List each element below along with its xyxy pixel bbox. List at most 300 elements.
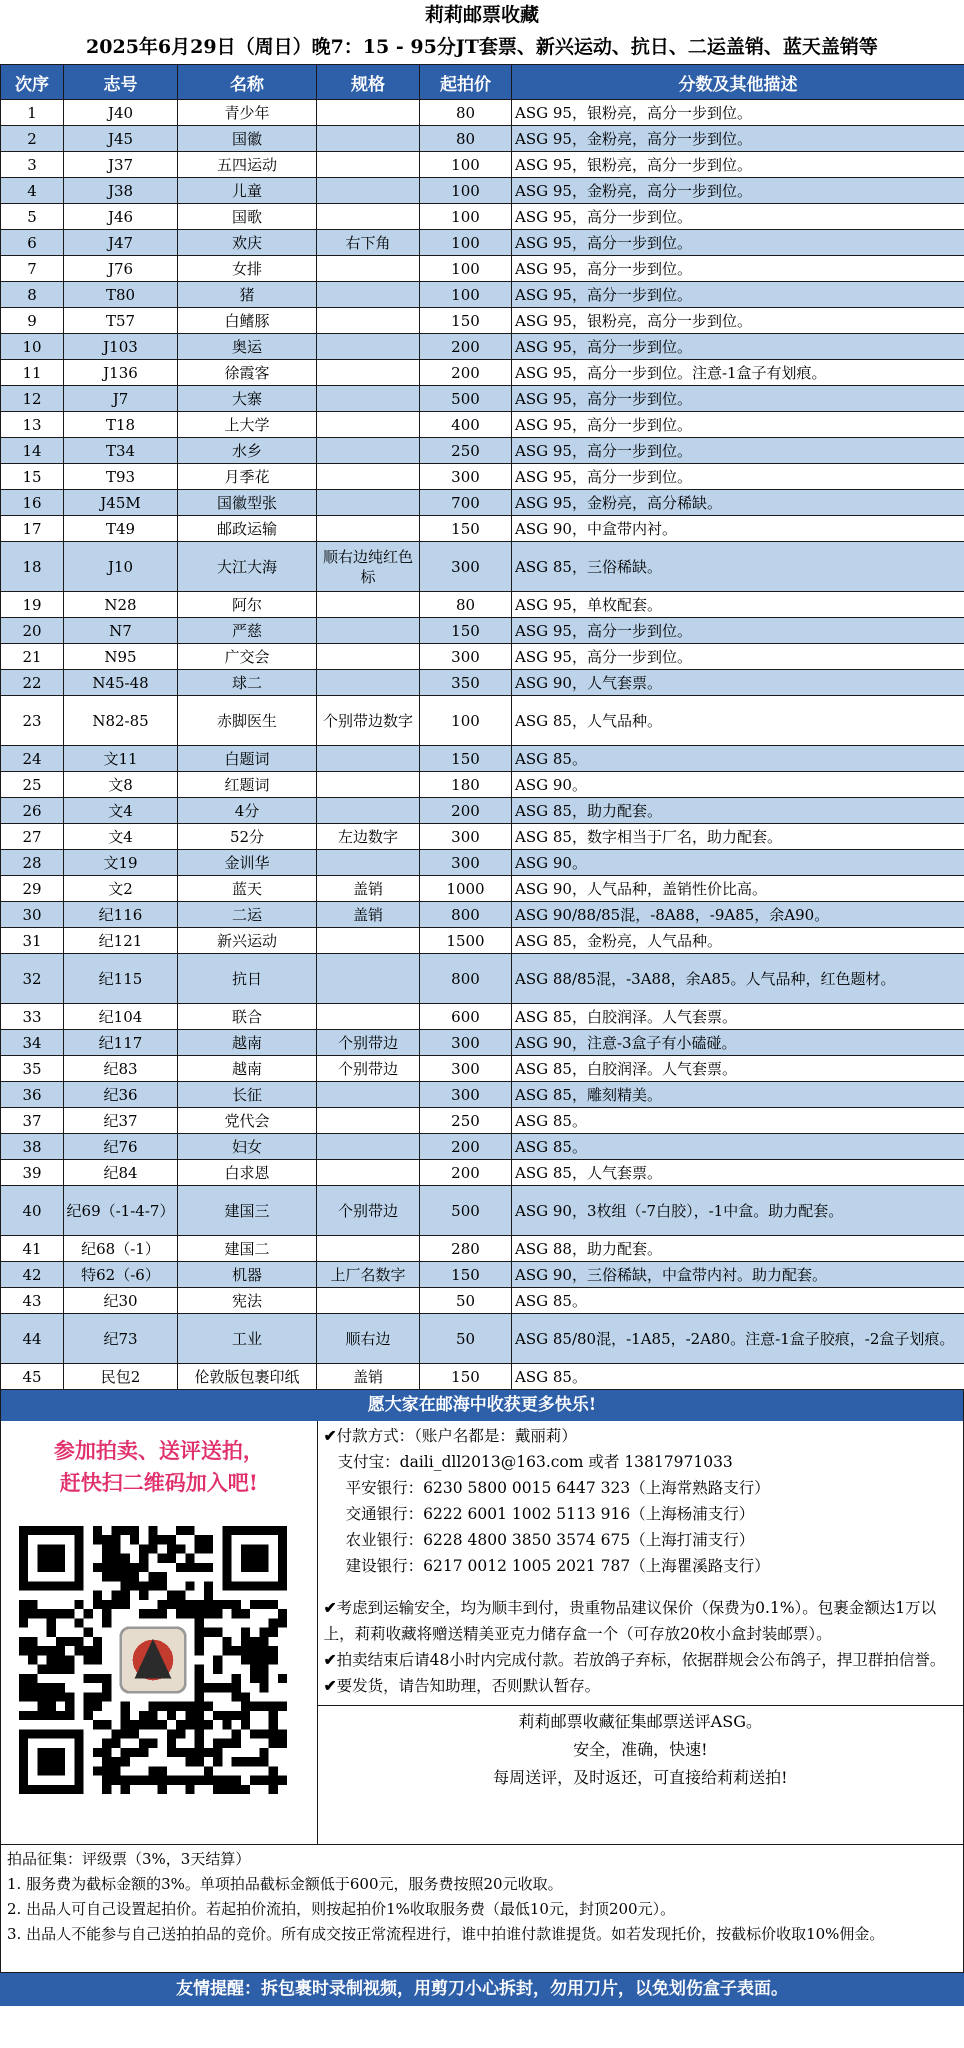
lot-spec <box>317 592 420 618</box>
lot-code: J38 <box>64 178 178 204</box>
rule-item: 1. 服务费为截标金额的3%。单项拍品截标金额低于600元，服务费按照20元收取。 <box>7 1875 563 1893</box>
lot-description: ASG 95，金粉亮，高分一步到位。 <box>512 178 964 204</box>
lot-number: 38 <box>1 1134 64 1160</box>
lot-number: 39 <box>1 1160 64 1186</box>
lot-code: J47 <box>64 230 178 256</box>
lot-name: 月季花 <box>178 464 317 490</box>
lot-spec <box>317 100 420 126</box>
bank-line: 交通银行：6222 6001 1002 5113 916（上海杨浦支行） <box>345 1505 755 1523</box>
lot-spec <box>317 490 420 516</box>
check-icon: ✔ <box>323 1676 337 1695</box>
lot-code: J136 <box>64 360 178 386</box>
lot-spec <box>317 644 420 670</box>
lot-code: 纪37 <box>64 1108 178 1134</box>
lot-number: 8 <box>1 282 64 308</box>
lot-name: 新兴运动 <box>178 928 317 954</box>
lot-number: 28 <box>1 850 64 876</box>
lot-description: ASG 85，白胶润泽。人气套票。 <box>512 1056 964 1082</box>
lot-description: ASG 85，三俗稀缺。 <box>512 542 964 592</box>
table-row <box>1 464 964 490</box>
lot-description: ASG 85，白胶润泽。人气套票。 <box>512 1004 964 1030</box>
check-icon: ✔ <box>323 1650 337 1669</box>
lot-description: ASG 95，高分一步到位。 <box>512 412 964 438</box>
lot-start-price: 180 <box>420 772 512 798</box>
promo-line: 参加拍卖、送评送拍， <box>53 1438 264 1463</box>
lot-start-price: 1500 <box>420 928 512 954</box>
lot-start-price: 200 <box>420 334 512 360</box>
lot-description: ASG 88，助力配套。 <box>512 1236 964 1262</box>
lot-name: 党代会 <box>178 1108 317 1134</box>
lot-spec <box>317 516 420 542</box>
lot-spec: 个别带边 <box>317 1186 420 1236</box>
lot-number: 20 <box>1 618 64 644</box>
lot-code: 纪115 <box>64 954 178 1004</box>
lot-number: 15 <box>1 464 64 490</box>
lot-name: 二运 <box>178 902 317 928</box>
lot-name: 红题词 <box>178 772 317 798</box>
lot-number: 17 <box>1 516 64 542</box>
table-row <box>1 954 964 1004</box>
bank-line: 农业银行：6228 4800 3850 3574 675（上海打浦支行） <box>345 1531 755 1549</box>
lot-spec: 盖销 <box>317 902 420 928</box>
lot-name: 长征 <box>178 1082 317 1108</box>
lot-number: 36 <box>1 1082 64 1108</box>
lot-number: 34 <box>1 1030 64 1056</box>
lot-code: J45 <box>64 126 178 152</box>
rule-item: 3. 出品人不能参与自己送拍拍品的竞价。所有成交按正常流程进行，谁中拍谁付款谁提货。如若发现托价，按截标价收取10%佣金。 <box>7 1925 885 1943</box>
lot-description: ASG 85。 <box>512 1108 964 1134</box>
lot-description: ASG 95，金粉亮，高分稀缺。 <box>512 490 964 516</box>
lot-code: 文19 <box>64 850 178 876</box>
lot-description: ASG 90。 <box>512 850 964 876</box>
lot-code: J46 <box>64 204 178 230</box>
info-section <box>0 1421 964 1845</box>
lot-spec: 个别带边 <box>317 1030 420 1056</box>
page-subtitle: 2025年6月29日（周日）晚7：15 - 95分JT套票、新兴运动、抗日、二运盖销、蓝天盖销等 <box>86 36 878 58</box>
lot-start-price: 100 <box>420 256 512 282</box>
table-row <box>1 516 964 542</box>
promo-line: 赶快扫二维码加入吧! <box>59 1470 258 1495</box>
column-header: 次序 <box>1 65 64 100</box>
lot-start-price: 50 <box>420 1314 512 1364</box>
lot-start-price: 700 <box>420 490 512 516</box>
alipay-line: 支付宝：daili_dll2013@163.com 或者 13817971033 <box>337 1453 733 1471</box>
table-row <box>1 1082 964 1108</box>
lot-start-price: 250 <box>420 1108 512 1134</box>
greeting-banner: 愿大家在邮海中收获更多快乐! <box>0 1390 964 1421</box>
table-row <box>1 902 964 928</box>
table-row <box>1 876 964 902</box>
lot-name: 妇女 <box>178 1134 317 1160</box>
lot-number: 12 <box>1 386 64 412</box>
lot-start-price: 300 <box>420 824 512 850</box>
lot-start-price: 600 <box>420 1004 512 1030</box>
rules-heading: 拍品征集：评级票（3%，3天结算） <box>7 1850 251 1868</box>
payment-heading: 付款方式：（账户名都是：戴丽莉） <box>336 1427 577 1445</box>
check-icon: ✔ <box>323 1598 337 1617</box>
lot-name: 4分 <box>178 798 317 824</box>
table-row <box>1 1288 964 1314</box>
table-row <box>1 670 964 696</box>
table-row <box>1 126 964 152</box>
table-row <box>1 412 964 438</box>
lot-name: 欢庆 <box>178 230 317 256</box>
lot-start-price: 100 <box>420 282 512 308</box>
column-header: 起拍价 <box>420 65 512 100</box>
lot-start-price: 80 <box>420 100 512 126</box>
note-item: 拍卖结束后请48小时内完成付款。若放鸽子弃标，依据群规会公布鸽子，捍卫群拍信誉。 <box>336 1651 946 1669</box>
check-icon: ✔ <box>323 1426 337 1445</box>
lot-code: 纪104 <box>64 1004 178 1030</box>
lot-name: 伦敦版包裹印纸 <box>178 1364 317 1390</box>
lot-number: 16 <box>1 490 64 516</box>
lot-spec <box>317 204 420 230</box>
lot-name: 国歌 <box>178 204 317 230</box>
lot-code: 文8 <box>64 772 178 798</box>
lot-spec <box>317 464 420 490</box>
lot-spec: 上厂名数字 <box>317 1262 420 1288</box>
lot-code: J10 <box>64 542 178 592</box>
table-row <box>1 178 964 204</box>
lot-description: ASG 90，3枚组（-7白胶），-1中盒。助力配套。 <box>512 1186 964 1236</box>
lot-name: 儿童 <box>178 178 317 204</box>
lot-start-price: 150 <box>420 618 512 644</box>
slogan-box <box>318 1705 963 1792</box>
column-header: 名称 <box>178 65 317 100</box>
lot-name: 建国三 <box>178 1186 317 1236</box>
lot-number: 44 <box>1 1314 64 1364</box>
table-row <box>1 230 964 256</box>
lot-code: 民包2 <box>64 1364 178 1390</box>
lot-description: ASG 95，银粉亮，高分一步到位。 <box>512 100 964 126</box>
lot-description: ASG 85，雕刻精美。 <box>512 1082 964 1108</box>
lot-name: 越南 <box>178 1030 317 1056</box>
lot-code: 纪36 <box>64 1082 178 1108</box>
lot-spec <box>317 308 420 334</box>
lot-number: 26 <box>1 798 64 824</box>
lot-description: ASG 95，高分一步到位。 <box>512 644 964 670</box>
lot-name: 大寨 <box>178 386 317 412</box>
table-row <box>1 746 964 772</box>
lot-description: ASG 95，银粉亮，高分一步到位。 <box>512 152 964 178</box>
table-row <box>1 386 964 412</box>
lot-code: T18 <box>64 412 178 438</box>
footer-reminder: 友情提醒：拆包裹时录制视频，用剪刀小心拆封，勿用刀片，以免划伤盒子表面。 <box>0 1973 964 2006</box>
lot-spec <box>317 256 420 282</box>
table-row <box>1 438 964 464</box>
lot-name: 越南 <box>178 1056 317 1082</box>
lot-name: 金训华 <box>178 850 317 876</box>
lot-name: 机器 <box>178 1262 317 1288</box>
lot-description: ASG 85/80混，-1A85，-2A80。注意-1盒子胶痕，-2盒子划痕。 <box>512 1314 964 1364</box>
lot-code: T80 <box>64 282 178 308</box>
lot-code: T93 <box>64 464 178 490</box>
lot-description: ASG 90，人气品种，盖销性价比高。 <box>512 876 964 902</box>
lot-code: N28 <box>64 592 178 618</box>
lot-spec <box>317 1288 420 1314</box>
lot-spec: 盖销 <box>317 1364 420 1390</box>
lot-code: J76 <box>64 256 178 282</box>
lot-spec <box>317 126 420 152</box>
lot-name: 水乡 <box>178 438 317 464</box>
lot-code: J40 <box>64 100 178 126</box>
lot-number: 43 <box>1 1288 64 1314</box>
lot-number: 22 <box>1 670 64 696</box>
lot-spec <box>317 438 420 464</box>
lot-name: 阿尔 <box>178 592 317 618</box>
lot-spec: 顺右边纯红色标 <box>317 542 420 592</box>
table-row <box>1 542 964 592</box>
lot-description: ASG 85，人气品种。 <box>512 696 964 746</box>
lot-start-price: 300 <box>420 542 512 592</box>
table-row <box>1 772 964 798</box>
lot-number: 2 <box>1 126 64 152</box>
lot-number: 3 <box>1 152 64 178</box>
lot-spec <box>317 1108 420 1134</box>
lot-code: J103 <box>64 334 178 360</box>
table-row <box>1 1030 964 1056</box>
table-row <box>1 824 964 850</box>
slogan-line: 莉莉邮票收藏征集邮票送评ASG。 <box>518 1712 762 1731</box>
lot-name: 赤脚医生 <box>178 696 317 746</box>
lot-description: ASG 95，高分一步到位。 <box>512 464 964 490</box>
table-row <box>1 1134 964 1160</box>
lot-description: ASG 95，单枚配套。 <box>512 592 964 618</box>
lot-code: 文11 <box>64 746 178 772</box>
lot-description: ASG 95，高分一步到位。 <box>512 256 964 282</box>
lot-name: 白鳍豚 <box>178 308 317 334</box>
lot-number: 14 <box>1 438 64 464</box>
lot-description: ASG 95，高分一步到位。 <box>512 618 964 644</box>
payment-info <box>318 1421 963 1579</box>
lot-name: 白求恩 <box>178 1160 317 1186</box>
lot-start-price: 800 <box>420 902 512 928</box>
bank-line: 建设银行：6217 0012 1005 2021 787（上海瞿溪路支行） <box>345 1557 770 1575</box>
lot-start-price: 1000 <box>420 876 512 902</box>
table-row <box>1 490 964 516</box>
lot-description: ASG 85。 <box>512 1364 964 1390</box>
note-item: 考虑到运输安全，均为顺丰到付，贵重物品建议保价（保费为0.1%）。包裹金额达1万以上，莉莉收藏将赠送精美亚克力储存盒一个（可存放20枚小盒封装邮票）。 <box>323 1599 937 1643</box>
lot-start-price: 250 <box>420 438 512 464</box>
lot-start-price: 300 <box>420 1030 512 1056</box>
lot-start-price: 150 <box>420 1262 512 1288</box>
lot-number: 11 <box>1 360 64 386</box>
table-row <box>1 308 964 334</box>
lot-start-price: 200 <box>420 1134 512 1160</box>
lot-start-price: 80 <box>420 592 512 618</box>
lot-number: 40 <box>1 1186 64 1236</box>
lot-number: 33 <box>1 1004 64 1030</box>
payment-panel <box>318 1421 963 1844</box>
lot-start-price: 50 <box>420 1288 512 1314</box>
lot-number: 4 <box>1 178 64 204</box>
table-row <box>1 592 964 618</box>
lot-number: 10 <box>1 334 64 360</box>
lot-start-price: 100 <box>420 204 512 230</box>
lot-code: T57 <box>64 308 178 334</box>
lot-start-price: 800 <box>420 954 512 1004</box>
promo-text <box>1 1421 317 1499</box>
lot-start-price: 300 <box>420 850 512 876</box>
lot-description: ASG 85。 <box>512 746 964 772</box>
table-row <box>1 282 964 308</box>
lot-start-price: 150 <box>420 1364 512 1390</box>
lot-name: 联合 <box>178 1004 317 1030</box>
lot-code: J37 <box>64 152 178 178</box>
qr-code-icon[interactable] <box>19 1526 287 1794</box>
lot-name: 广交会 <box>178 644 317 670</box>
lot-number: 1 <box>1 100 64 126</box>
lot-start-price: 300 <box>420 644 512 670</box>
column-header: 志号 <box>64 65 178 100</box>
lot-number: 5 <box>1 204 64 230</box>
lot-name: 五四运动 <box>178 152 317 178</box>
lot-description: ASG 95，金粉亮，高分一步到位。 <box>512 126 964 152</box>
lot-number: 13 <box>1 412 64 438</box>
lot-number: 19 <box>1 592 64 618</box>
lot-code: 纪116 <box>64 902 178 928</box>
lot-start-price: 500 <box>420 386 512 412</box>
lot-code: 纪73 <box>64 1314 178 1364</box>
lot-number: 18 <box>1 542 64 592</box>
table-row <box>1 1160 964 1186</box>
lot-code: N45-48 <box>64 670 178 696</box>
lot-description: ASG 90，人气套票。 <box>512 670 964 696</box>
table-row <box>1 618 964 644</box>
lot-start-price: 100 <box>420 696 512 746</box>
lot-code: 特62（-6） <box>64 1262 178 1288</box>
lot-code: 纪68（-1） <box>64 1236 178 1262</box>
slogan-line: 每周送评，及时返还，可直接给莉莉送拍! <box>493 1768 788 1787</box>
lot-spec: 个别带边数字 <box>317 696 420 746</box>
table-row <box>1 928 964 954</box>
lot-code: 纪76 <box>64 1134 178 1160</box>
lot-spec <box>317 850 420 876</box>
notes-list <box>318 1595 963 1699</box>
lot-number: 31 <box>1 928 64 954</box>
lot-start-price: 100 <box>420 152 512 178</box>
lot-table <box>0 64 964 1390</box>
column-header: 分数及其他描述 <box>512 65 964 100</box>
lot-code: 文4 <box>64 798 178 824</box>
lot-name: 球二 <box>178 670 317 696</box>
lot-spec <box>317 618 420 644</box>
lot-spec: 个别带边 <box>317 1056 420 1082</box>
lot-description: ASG 85，数字相当于厂名，助力配套。 <box>512 824 964 850</box>
lot-start-price: 200 <box>420 360 512 386</box>
lot-start-price: 300 <box>420 1082 512 1108</box>
lot-code: 纪69（-1-4-7） <box>64 1186 178 1236</box>
lot-description: ASG 95，高分一步到位。 <box>512 282 964 308</box>
lot-code: 纪84 <box>64 1160 178 1186</box>
table-row <box>1 1236 964 1262</box>
lot-description: ASG 95，高分一步到位。 <box>512 204 964 230</box>
lot-number: 32 <box>1 954 64 1004</box>
lot-description: ASG 85。 <box>512 1134 964 1160</box>
lot-description: ASG 95，高分一步到位。注意-1盒子有划痕。 <box>512 360 964 386</box>
lot-code: J7 <box>64 386 178 412</box>
bank-line: 平安银行：6230 5800 0015 6447 323（上海常熟路支行） <box>345 1479 770 1497</box>
lot-description: ASG 85。 <box>512 1288 964 1314</box>
lot-description: ASG 95，高分一步到位。 <box>512 334 964 360</box>
lot-code: 文2 <box>64 876 178 902</box>
page-title: 莉莉邮票收藏 <box>424 4 539 26</box>
lot-name: 徐霞客 <box>178 360 317 386</box>
table-row <box>1 152 964 178</box>
lot-spec <box>317 670 420 696</box>
lot-number: 35 <box>1 1056 64 1082</box>
lot-start-price: 200 <box>420 1160 512 1186</box>
lot-spec <box>317 334 420 360</box>
lot-start-price: 80 <box>420 126 512 152</box>
promo-panel <box>1 1421 318 1844</box>
table-row <box>1 334 964 360</box>
lot-description: ASG 90/88/85混，-8A88，-9A85，余A90。 <box>512 902 964 928</box>
lot-spec <box>317 360 420 386</box>
lot-start-price: 300 <box>420 464 512 490</box>
lot-name: 宪法 <box>178 1288 317 1314</box>
lot-description: ASG 85，人气套票。 <box>512 1160 964 1186</box>
table-row <box>1 1186 964 1236</box>
lot-spec <box>317 1134 420 1160</box>
lot-name: 国徽型张 <box>178 490 317 516</box>
note-item: 要发货，请告知助理，否则默认暂存。 <box>336 1677 601 1695</box>
lot-code: N95 <box>64 644 178 670</box>
table-row <box>1 1364 964 1390</box>
lot-spec <box>317 746 420 772</box>
table-row <box>1 850 964 876</box>
lot-code: 文4 <box>64 824 178 850</box>
lot-code: 纪121 <box>64 928 178 954</box>
table-row <box>1 360 964 386</box>
lot-number: 9 <box>1 308 64 334</box>
slogan-line: 安全，准确，快速! <box>573 1740 708 1759</box>
lot-start-price: 500 <box>420 1186 512 1236</box>
lot-name: 邮政运输 <box>178 516 317 542</box>
lot-spec <box>317 1004 420 1030</box>
lot-table-body <box>1 100 964 1390</box>
lot-number: 42 <box>1 1262 64 1288</box>
table-row <box>1 100 964 126</box>
lot-spec <box>317 772 420 798</box>
lot-code: 纪117 <box>64 1030 178 1056</box>
lot-description: ASG 95，银粉亮，高分一步到位。 <box>512 308 964 334</box>
table-header-row <box>1 65 964 100</box>
consignment-rules <box>0 1845 964 1973</box>
table-row <box>1 204 964 230</box>
lot-description: ASG 90。 <box>512 772 964 798</box>
lot-spec: 右下角 <box>317 230 420 256</box>
table-row <box>1 644 964 670</box>
lot-spec: 顺右边 <box>317 1314 420 1364</box>
lot-start-price: 200 <box>420 798 512 824</box>
lot-description: ASG 95，高分一步到位。 <box>512 438 964 464</box>
lot-spec <box>317 386 420 412</box>
lot-code: N82-85 <box>64 696 178 746</box>
lot-spec <box>317 412 420 438</box>
lot-name: 白题词 <box>178 746 317 772</box>
table-row <box>1 1108 964 1134</box>
lot-description: ASG 88/85混，-3A88，余A85。人气品种，红色题材。 <box>512 954 964 1004</box>
lot-description: ASG 85，助力配套。 <box>512 798 964 824</box>
lot-name: 抗日 <box>178 954 317 1004</box>
lot-spec <box>317 1236 420 1262</box>
lot-code: J45M <box>64 490 178 516</box>
lot-number: 21 <box>1 644 64 670</box>
lot-start-price: 400 <box>420 412 512 438</box>
table-row <box>1 1314 964 1364</box>
lot-description: ASG 90，注意-3盒子有小磕碰。 <box>512 1030 964 1056</box>
